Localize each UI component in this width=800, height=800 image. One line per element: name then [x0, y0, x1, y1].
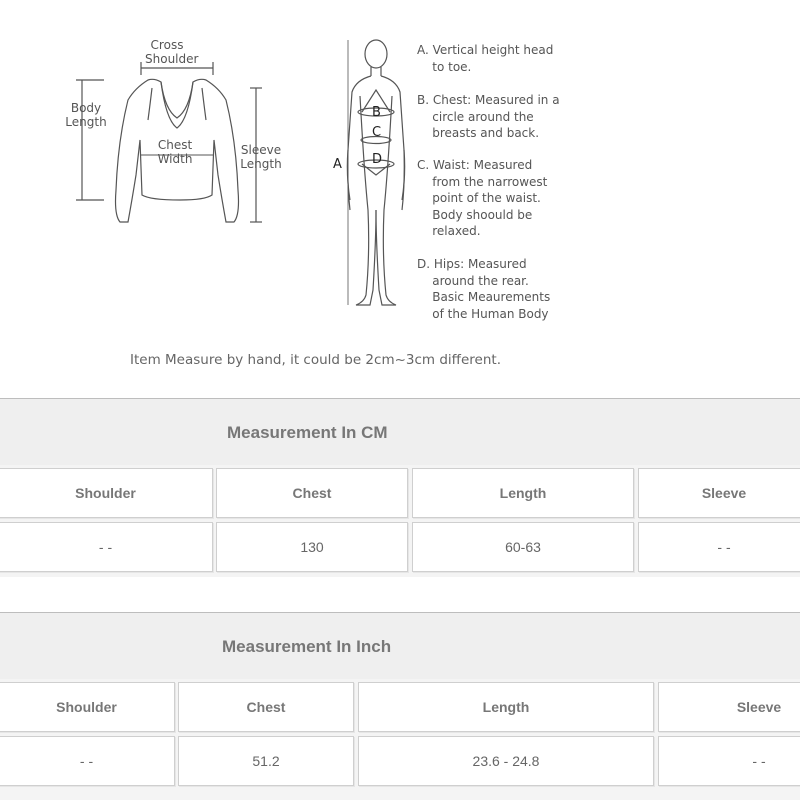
- marker-b: B: [372, 105, 381, 120]
- inch-header-length: Length: [358, 682, 654, 732]
- inch-header-sleeve: Sleeve: [658, 682, 800, 732]
- size-guide-diagram: [0, 0, 800, 390]
- cm-header-length: Length: [412, 468, 634, 518]
- cm-value-length: 60-63: [412, 522, 634, 572]
- cm-value-sleeve: - -: [638, 522, 800, 572]
- human-figure: [347, 40, 404, 305]
- measure-note: Item Measure by hand, it could be 2cm~3cm different.: [130, 352, 501, 368]
- cm-header-shoulder: Shoulder: [0, 468, 213, 518]
- inch-value-length: 23.6 - 24.8: [358, 736, 654, 786]
- inch-value-shoulder: - -: [0, 736, 175, 786]
- marker-c: C: [372, 125, 382, 140]
- legend-a: A. Vertical height head to toe.: [417, 43, 554, 74]
- cm-value-chest: 130: [216, 522, 408, 572]
- cm-header-sleeve: Sleeve: [638, 468, 800, 518]
- legend-d: D. Hips: Measured around the rear. Basic Meaurements of the Human Body: [417, 257, 551, 321]
- body-length-label: Body Length: [65, 101, 107, 129]
- garment-and-body-illustration: [0, 0, 800, 390]
- cross-shoulder-label: Cross Shoulder: [145, 38, 199, 66]
- inch-value-chest: 51.2: [178, 736, 354, 786]
- inch-table-header-band: [0, 612, 800, 680]
- cm-value-shoulder: - -: [0, 522, 213, 572]
- sleeve-length-label: Sleeve Length: [240, 143, 282, 171]
- inch-header-chest: Chest: [178, 682, 354, 732]
- chest-width-label: Chest Width: [157, 138, 193, 166]
- inch-header-shoulder: Shoulder: [0, 682, 175, 732]
- legend-b: B. Chest: Measured in a circle around the breasts and back.: [417, 93, 560, 140]
- cm-header-chest: Chest: [216, 468, 408, 518]
- marker-d: D: [372, 152, 383, 167]
- cm-table-header-band: [0, 398, 800, 466]
- marker-a: A: [333, 157, 342, 172]
- legend-c: C. Waist: Measured from the narrowest point of the waist. Body shoould be relaxed.: [417, 158, 548, 238]
- inch-value-sleeve: - -: [658, 736, 800, 786]
- inch-table-title: Measurement In Inch: [222, 637, 392, 656]
- cm-table-title: Measurement In CM: [227, 423, 388, 442]
